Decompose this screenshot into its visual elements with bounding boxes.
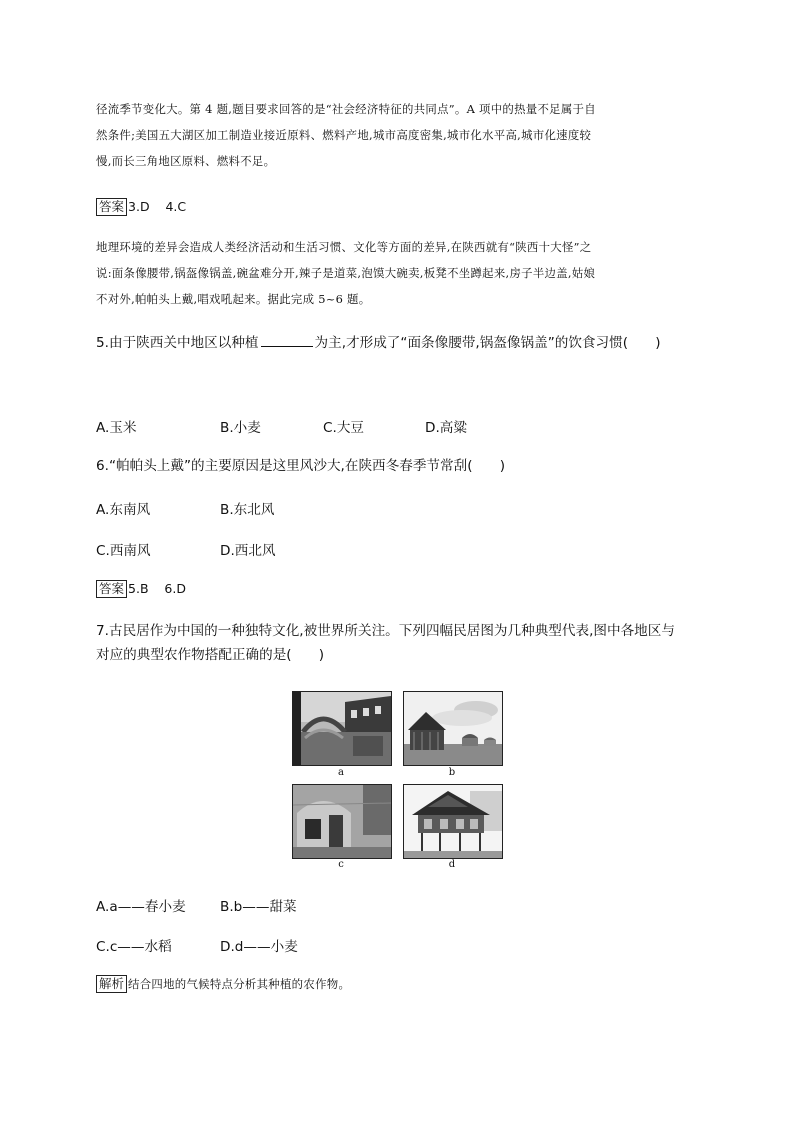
caption-c: c [338, 859, 344, 870]
question-5-text-after: 为主,才形成了“面条像腰带,锅盔像锅盖”的饮食习惯( ) [314, 335, 661, 351]
text-line: 慢,而长三角地区原料、燃料不足。 [96, 154, 276, 168]
photo-c-cave-dwelling [292, 784, 392, 859]
option-5a[interactable]: A.玉米 [96, 420, 137, 436]
text-line: 然条件;美国五大湖区加工制造业接近原料、燃料产地,城市高度密集,城市化水平高,城市化速度较 [96, 128, 592, 142]
option-6b[interactable]: B.东北风 [220, 502, 275, 518]
question-5-text-before: 5.由于陕西关中地区以种植 [96, 335, 259, 351]
intro-passage [96, 234, 696, 312]
photo-b-yurts [403, 691, 503, 766]
answer-line-3-4 [96, 198, 696, 216]
question-7 [96, 619, 696, 667]
answer-text: 5.B 6.D [128, 581, 186, 596]
analysis-tag: 解析 [96, 975, 127, 993]
option-7d[interactable]: D.d——小麦 [220, 939, 298, 955]
analysis-line [96, 975, 696, 993]
question-5 [96, 331, 696, 355]
answer-line-5-6 [96, 580, 696, 598]
text-line: 地理环境的差异会造成人类经济活动和生活习惯、文化等方面的差异,在陕西就有“陕西十大怪”之 [96, 240, 592, 254]
answer-blank[interactable] [261, 332, 313, 347]
analysis-paragraph-continued [96, 96, 696, 174]
analysis-text: 结合四地的气候特点分析其种植的农作物。 [128, 977, 351, 991]
option-5d[interactable]: D.高粱 [425, 420, 467, 436]
text-line: 对应的典型农作物搭配正确的是( ) [96, 647, 325, 663]
photo-d-stilt-house [403, 784, 503, 859]
answer-text: 3.D 4.C [128, 199, 187, 214]
text-line: 径流季节变化大。第 4 题,题目要求回答的是“社会经济特征的共同点”。A 项中的热量不足属于自 [96, 102, 596, 116]
caption-d: d [448, 859, 456, 870]
answer-tag: 答案 [96, 198, 127, 216]
option-7c[interactable]: C.c——水稻 [96, 939, 172, 955]
text-line: 7.古民居作为中国的一种独特文化,被世界所关注。下列四幅民居图为几种典型代表,图中各地区与 [96, 623, 675, 639]
caption-b: b [448, 767, 456, 778]
option-6c[interactable]: C.西南风 [96, 543, 151, 559]
text-line: 不对外,帕帕头上戴,唱戏吼起来。据此完成 5~6 题。 [96, 292, 371, 306]
option-7b[interactable]: B.b——甜菜 [220, 899, 297, 915]
answer-tag: 答案 [96, 580, 127, 598]
option-5c[interactable]: C.大豆 [323, 420, 365, 436]
option-6a[interactable]: A.东南风 [96, 502, 151, 518]
photo-a-water-town [292, 691, 392, 766]
option-7a[interactable]: A.a——春小麦 [96, 899, 186, 915]
text-line: 说:面条像腰带,锅盔像锅盖,碗盆难分开,辣子是道菜,泡馍大碗卖,板凳不坐蹲起来,房子半边盖,姑娘 [96, 266, 596, 280]
caption-a: a [338, 767, 344, 778]
option-5b[interactable]: B.小麦 [220, 420, 261, 436]
question-6: 6.“帕帕头上戴”的主要原因是这里风沙大,在陕西冬春季节常刮( ) [96, 458, 506, 474]
option-6d[interactable]: D.西北风 [220, 543, 276, 559]
